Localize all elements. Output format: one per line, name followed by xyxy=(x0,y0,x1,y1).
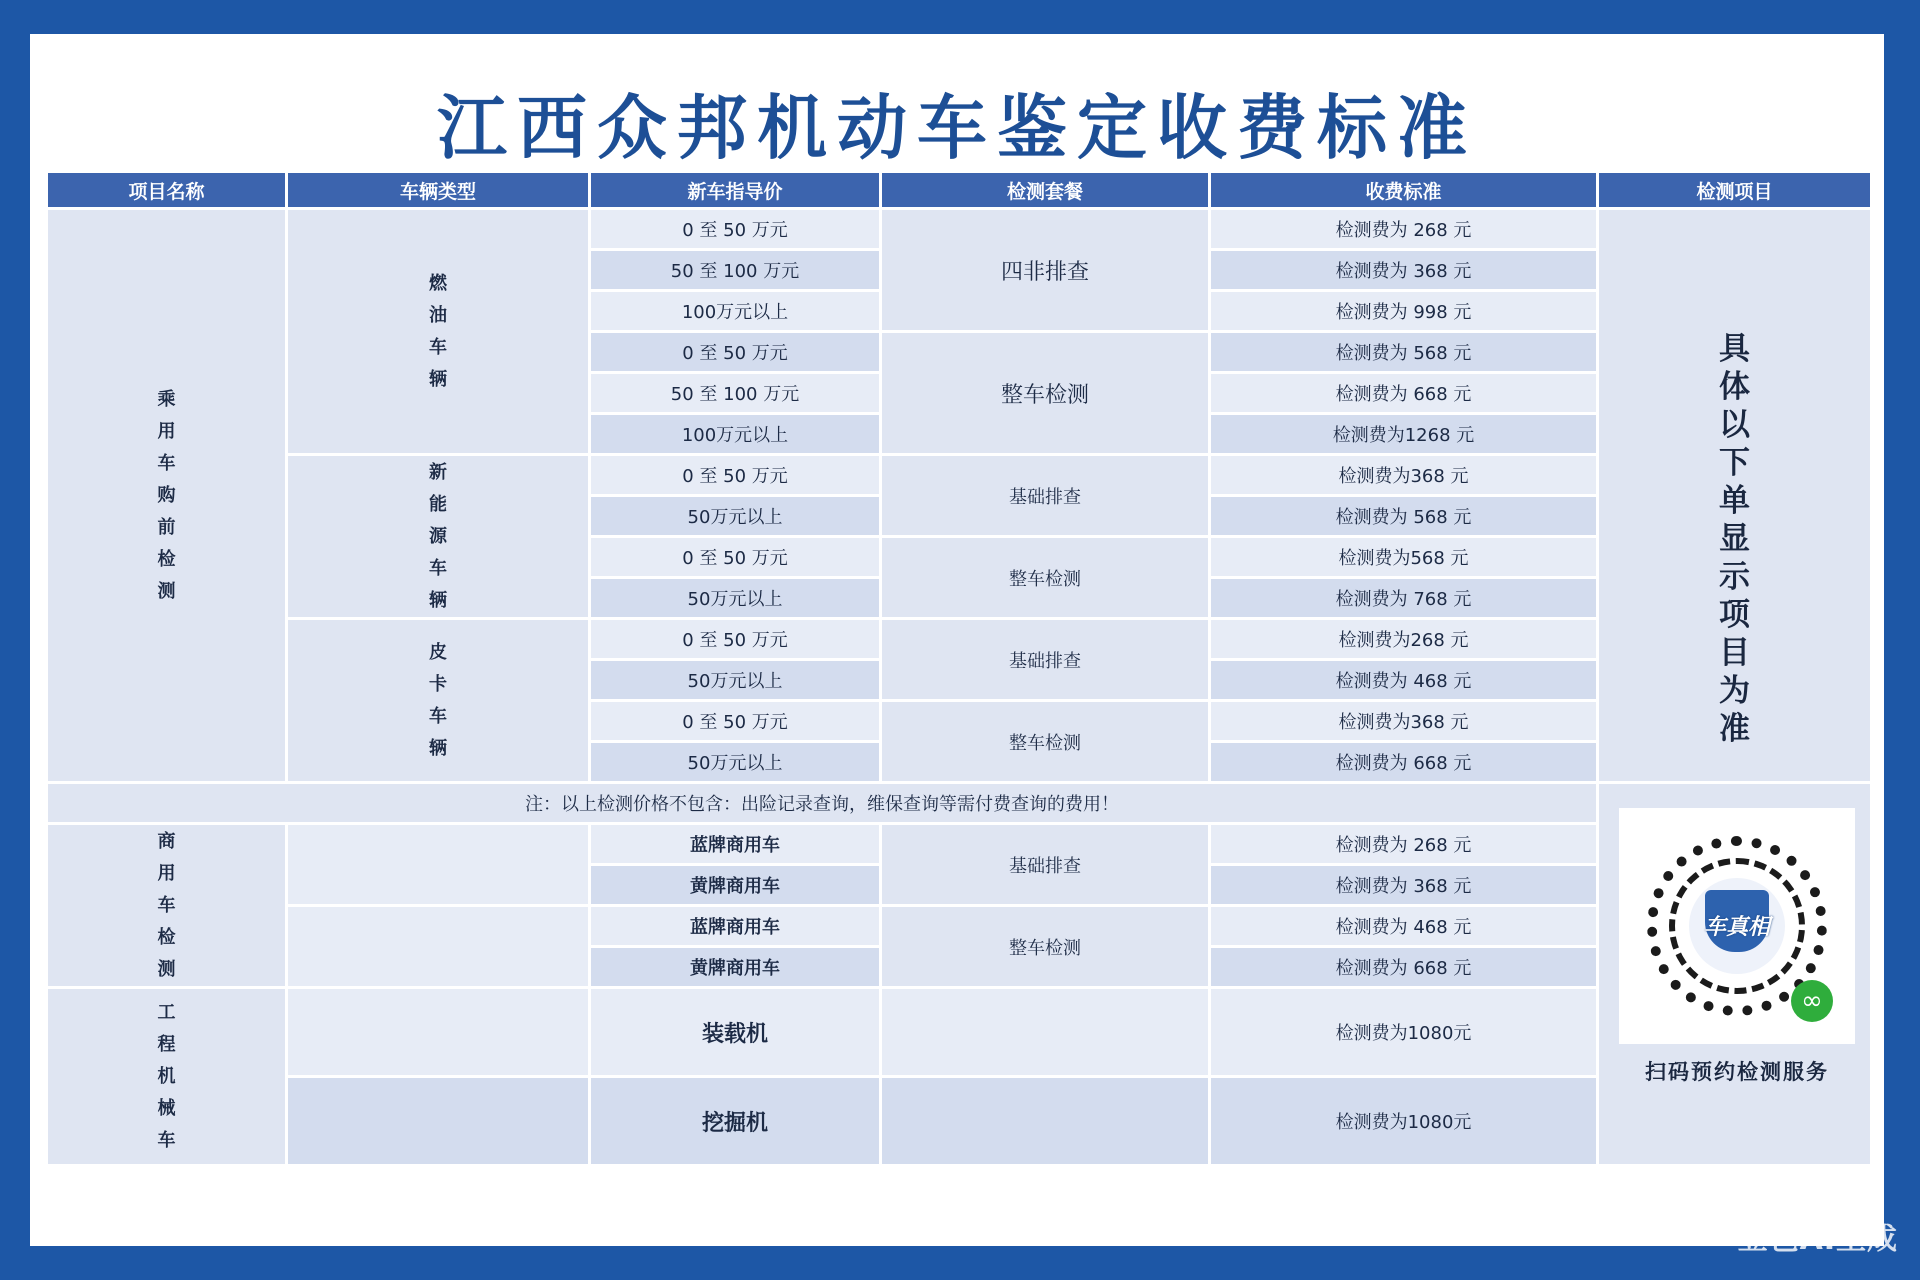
fee-cell: 检测费为568 元 xyxy=(1211,538,1596,576)
fee-cell: 检测费为 668 元 xyxy=(1211,948,1596,986)
package-cell-empty xyxy=(882,1078,1208,1164)
price-cell: 0 至 50 万元 xyxy=(591,538,879,576)
check-items-text: 具体以下单显示项目为准 xyxy=(1719,331,1750,747)
header-item-name: 项目名称 xyxy=(48,173,285,207)
table-row xyxy=(48,989,1870,1075)
table-row xyxy=(48,210,1870,248)
check-items-cell xyxy=(1599,210,1870,781)
price-cell: 0 至 50 万元 xyxy=(591,620,879,658)
group-commercial: 商用车检测 xyxy=(48,825,285,986)
price-cell: 100万元以上 xyxy=(591,292,879,330)
price-cell: 50 至 100 万元 xyxy=(591,251,879,289)
fee-table xyxy=(45,170,1873,1167)
price-cell: 50万元以上 xyxy=(591,743,879,781)
fee-cell: 检测费为1268 元 xyxy=(1211,415,1596,453)
fee-cell: 检测费为 668 元 xyxy=(1211,374,1596,412)
header-guide-price: 新车指导价 xyxy=(591,173,879,207)
package-cell: 整车检测 xyxy=(882,538,1208,617)
fee-cell: 检测费为368 元 xyxy=(1211,702,1596,740)
type-cell-empty xyxy=(288,907,588,986)
fee-cell: 检测费为 368 元 xyxy=(1211,866,1596,904)
price-cell: 100万元以上 xyxy=(591,415,879,453)
price-cell: 黄牌商用车 xyxy=(591,948,879,986)
fee-cell: 检测费为 768 元 xyxy=(1211,579,1596,617)
package-cell: 整车检测 xyxy=(882,333,1208,453)
package-cell-empty xyxy=(882,989,1208,1075)
price-cell: 50万元以上 xyxy=(591,661,879,699)
type-cell-empty xyxy=(288,825,588,904)
header-package: 检测套餐 xyxy=(882,173,1208,207)
price-cell: 蓝牌商用车 xyxy=(591,825,879,863)
table-row xyxy=(48,907,1870,945)
fee-cell: 检测费为 568 元 xyxy=(1211,333,1596,371)
package-cell: 整车检测 xyxy=(882,702,1208,781)
fee-cell: 检测费为 998 元 xyxy=(1211,292,1596,330)
price-cell: 0 至 50 万元 xyxy=(591,456,879,494)
type-fuel: 燃油车辆 xyxy=(288,210,588,453)
fee-cell: 检测费为 268 元 xyxy=(1211,825,1596,863)
fee-cell: 检测费为 268 元 xyxy=(1211,210,1596,248)
page-title: 江西众邦机动车鉴定收费标准 xyxy=(437,86,1477,169)
fee-cell: 检测费为268 元 xyxy=(1211,620,1596,658)
group-passenger: 乘用车购前检测 xyxy=(48,210,285,781)
fee-cell: 检测费为 368 元 xyxy=(1211,251,1596,289)
price-cell: 50万元以上 xyxy=(591,497,879,535)
package-cell: 基础排查 xyxy=(882,456,1208,535)
package-cell: 四非排查 xyxy=(882,210,1208,330)
watermark: 豆包AI生成 xyxy=(1737,1222,1898,1257)
table-row xyxy=(48,825,1870,863)
price-cell: 装载机 xyxy=(591,989,879,1075)
price-cell: 50万元以上 xyxy=(591,579,879,617)
table-row xyxy=(48,456,1870,494)
qr-code[interactable] xyxy=(1619,808,1855,1044)
table-row xyxy=(48,1078,1870,1164)
price-board xyxy=(30,34,1884,1246)
fee-cell: 检测费为 668 元 xyxy=(1211,743,1596,781)
fee-cell: 检测费为1080元 xyxy=(1211,1078,1596,1164)
package-cell: 基础排查 xyxy=(882,825,1208,904)
fee-cell: 检测费为 568 元 xyxy=(1211,497,1596,535)
price-cell: 0 至 50 万元 xyxy=(591,333,879,371)
table-header xyxy=(48,173,1870,207)
fee-cell: 检测费为 468 元 xyxy=(1211,661,1596,699)
header-vehicle-type: 车辆类型 xyxy=(288,173,588,207)
fee-cell: 检测费为1080元 xyxy=(1211,989,1596,1075)
fee-cell: 检测费为 468 元 xyxy=(1211,907,1596,945)
price-cell: 0 至 50 万元 xyxy=(591,702,879,740)
group-engineering: 工程机械车 xyxy=(48,989,285,1164)
note-row xyxy=(48,784,1870,822)
fee-cell: 检测费为368 元 xyxy=(1211,456,1596,494)
price-cell: 蓝牌商用车 xyxy=(591,907,879,945)
price-cell: 0 至 50 万元 xyxy=(591,210,879,248)
header-fee: 收费标准 xyxy=(1211,173,1596,207)
qr-caption: 扫码预约检测服务 xyxy=(1645,1060,1829,1084)
type-new-energy: 新能源车辆 xyxy=(288,456,588,617)
table-row xyxy=(48,620,1870,658)
mini-program-icon: ∞ xyxy=(1791,980,1833,1022)
note-text: 注：以上检测价格不包含：出险记录查询，维保查询等需付费查询的费用！ xyxy=(48,784,1596,822)
price-cell: 挖掘机 xyxy=(591,1078,879,1164)
type-pickup: 皮卡车辆 xyxy=(288,620,588,781)
package-cell: 整车检测 xyxy=(882,907,1208,986)
type-cell-empty xyxy=(288,989,588,1075)
type-cell-empty xyxy=(288,1078,588,1164)
header-check-items: 检测项目 xyxy=(1599,173,1870,207)
qr-cell xyxy=(1599,784,1870,1164)
qr-logo-text: 车真相 xyxy=(1703,915,1770,940)
package-cell: 基础排查 xyxy=(882,620,1208,699)
price-cell: 黄牌商用车 xyxy=(591,866,879,904)
price-cell: 50 至 100 万元 xyxy=(591,374,879,412)
